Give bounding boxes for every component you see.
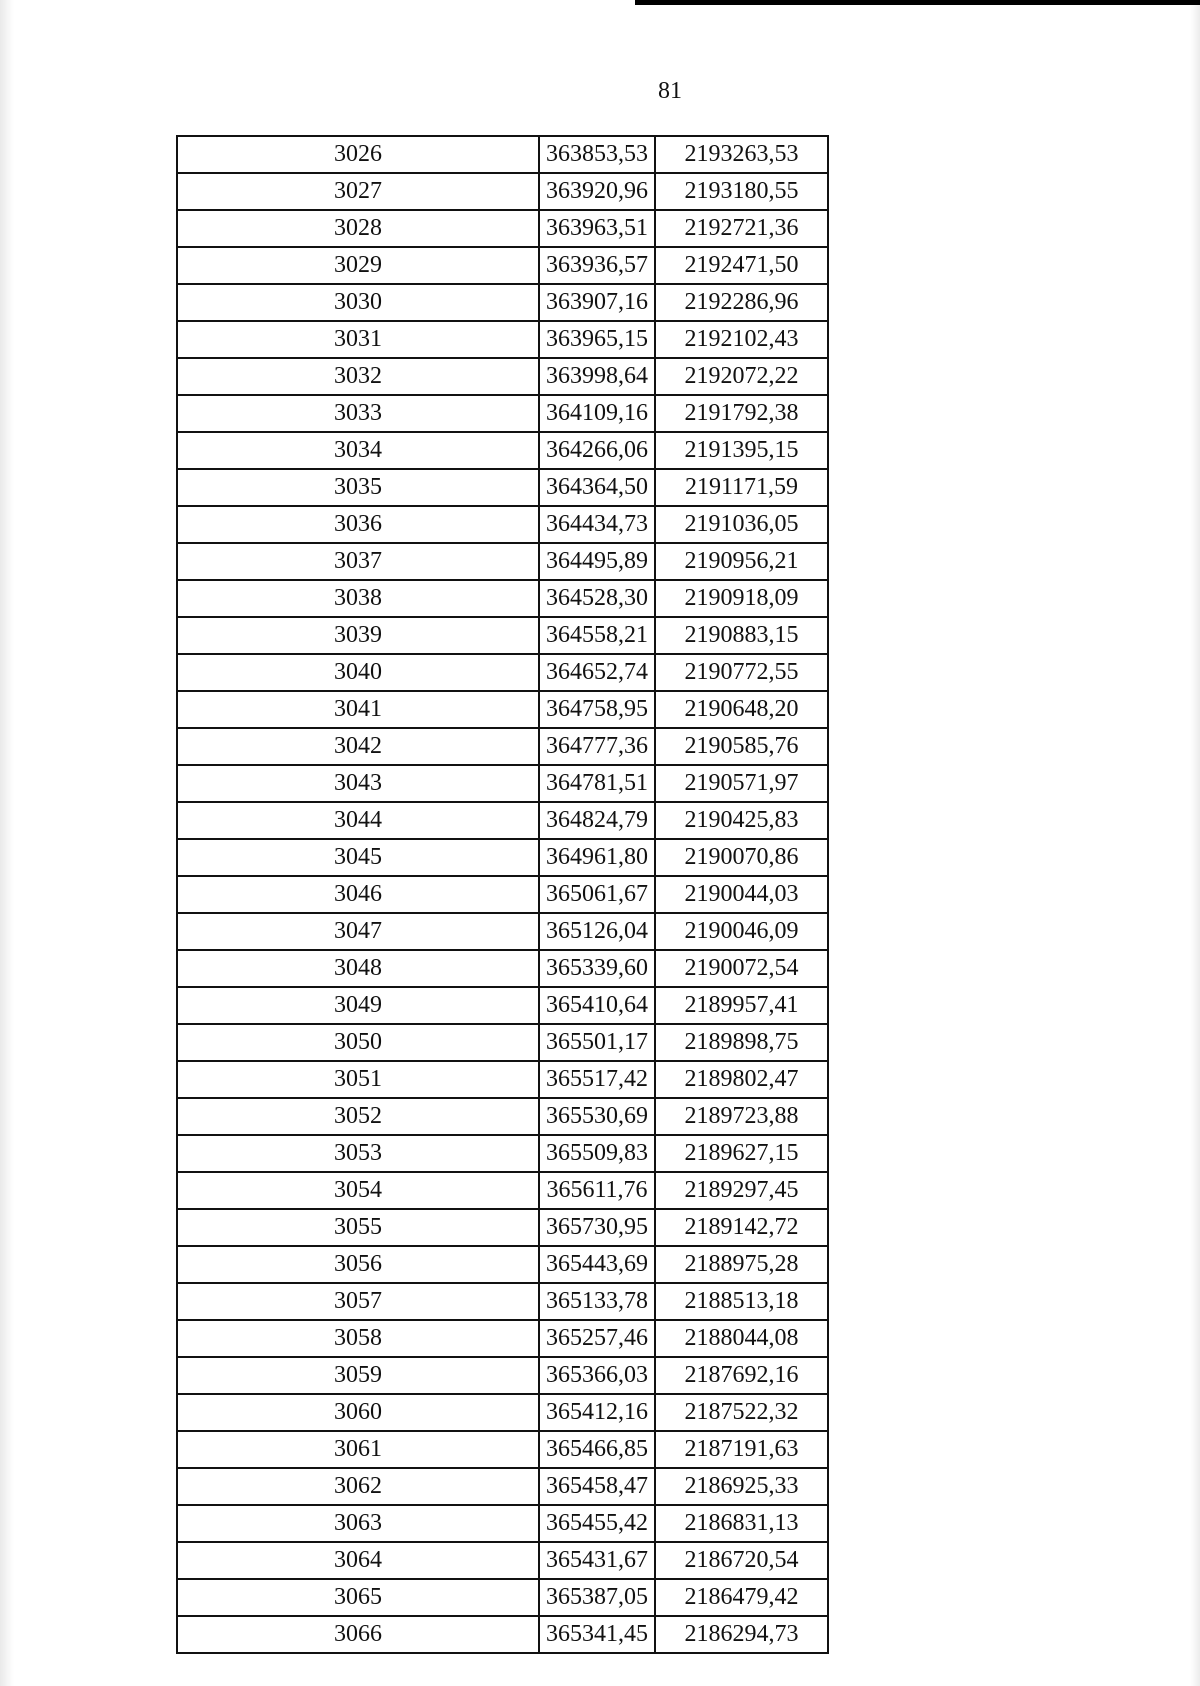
point-number-cell: 3036 <box>177 506 539 543</box>
point-number-cell: 3043 <box>177 765 539 802</box>
y-coordinate-cell: 2189723,88 <box>655 1098 828 1135</box>
x-coordinate-cell: 364961,80 <box>539 839 655 876</box>
scan-left-edge <box>0 0 14 1686</box>
x-coordinate-cell: 365341,45 <box>539 1616 655 1653</box>
coordinates-table <box>176 135 829 1654</box>
point-number-cell: 3048 <box>177 950 539 987</box>
x-coordinate-cell: 364824,79 <box>539 802 655 839</box>
x-coordinate-cell: 364495,89 <box>539 543 655 580</box>
point-number-cell: 3032 <box>177 358 539 395</box>
table-row <box>177 913 828 950</box>
y-coordinate-cell: 2192102,43 <box>655 321 828 358</box>
x-coordinate-cell: 365133,78 <box>539 1283 655 1320</box>
x-coordinate-cell: 363907,16 <box>539 284 655 321</box>
table-row <box>177 1024 828 1061</box>
table-row <box>177 284 828 321</box>
y-coordinate-cell: 2186479,42 <box>655 1579 828 1616</box>
table-row <box>177 1135 828 1172</box>
table-row <box>177 1209 828 1246</box>
point-number-cell: 3044 <box>177 802 539 839</box>
point-number-cell: 3057 <box>177 1283 539 1320</box>
x-coordinate-cell: 363936,57 <box>539 247 655 284</box>
point-number-cell: 3039 <box>177 617 539 654</box>
y-coordinate-cell: 2187692,16 <box>655 1357 828 1394</box>
y-coordinate-cell: 2190571,97 <box>655 765 828 802</box>
table-row <box>177 358 828 395</box>
point-number-cell: 3055 <box>177 1209 539 1246</box>
x-coordinate-cell: 363853,53 <box>539 136 655 173</box>
y-coordinate-cell: 2191792,38 <box>655 395 828 432</box>
table-row <box>177 321 828 358</box>
x-coordinate-cell: 365509,83 <box>539 1135 655 1172</box>
y-coordinate-cell: 2192471,50 <box>655 247 828 284</box>
table-row <box>177 1468 828 1505</box>
x-coordinate-cell: 364109,16 <box>539 395 655 432</box>
y-coordinate-cell: 2192721,36 <box>655 210 828 247</box>
y-coordinate-cell: 2189297,45 <box>655 1172 828 1209</box>
coordinates-table-body <box>177 136 828 1653</box>
page-number: 81 <box>658 78 682 104</box>
x-coordinate-cell: 363963,51 <box>539 210 655 247</box>
point-number-cell: 3038 <box>177 580 539 617</box>
x-coordinate-cell: 365455,42 <box>539 1505 655 1542</box>
y-coordinate-cell: 2188975,28 <box>655 1246 828 1283</box>
point-number-cell: 3066 <box>177 1616 539 1653</box>
table-row <box>177 802 828 839</box>
table-row <box>177 1579 828 1616</box>
point-number-cell: 3062 <box>177 1468 539 1505</box>
point-number-cell: 3052 <box>177 1098 539 1135</box>
table-row <box>177 1061 828 1098</box>
y-coordinate-cell: 2187191,63 <box>655 1431 828 1468</box>
x-coordinate-cell: 364758,95 <box>539 691 655 728</box>
x-coordinate-cell: 365412,16 <box>539 1394 655 1431</box>
x-coordinate-cell: 364558,21 <box>539 617 655 654</box>
x-coordinate-cell: 363998,64 <box>539 358 655 395</box>
y-coordinate-cell: 2189142,72 <box>655 1209 828 1246</box>
table-row <box>177 1357 828 1394</box>
x-coordinate-cell: 365611,76 <box>539 1172 655 1209</box>
x-coordinate-cell: 365410,64 <box>539 987 655 1024</box>
y-coordinate-cell: 2190585,76 <box>655 728 828 765</box>
point-number-cell: 3051 <box>177 1061 539 1098</box>
y-coordinate-cell: 2189627,15 <box>655 1135 828 1172</box>
table-row <box>177 950 828 987</box>
x-coordinate-cell: 365458,47 <box>539 1468 655 1505</box>
table-row <box>177 1431 828 1468</box>
table-row <box>177 395 828 432</box>
x-coordinate-cell: 365443,69 <box>539 1246 655 1283</box>
y-coordinate-cell: 2191036,05 <box>655 506 828 543</box>
y-coordinate-cell: 2189898,75 <box>655 1024 828 1061</box>
y-coordinate-cell: 2193263,53 <box>655 136 828 173</box>
point-number-cell: 3065 <box>177 1579 539 1616</box>
x-coordinate-cell: 365257,46 <box>539 1320 655 1357</box>
table-row <box>177 210 828 247</box>
point-number-cell: 3061 <box>177 1431 539 1468</box>
scan-right-edge <box>1190 0 1200 1686</box>
table-row <box>177 987 828 1024</box>
point-number-cell: 3029 <box>177 247 539 284</box>
table-row <box>177 765 828 802</box>
table-row <box>177 1246 828 1283</box>
point-number-cell: 3054 <box>177 1172 539 1209</box>
x-coordinate-cell: 365339,60 <box>539 950 655 987</box>
x-coordinate-cell: 364364,50 <box>539 469 655 506</box>
point-number-cell: 3027 <box>177 173 539 210</box>
x-coordinate-cell: 364781,51 <box>539 765 655 802</box>
point-number-cell: 3049 <box>177 987 539 1024</box>
y-coordinate-cell: 2190918,09 <box>655 580 828 617</box>
y-coordinate-cell: 2190046,09 <box>655 913 828 950</box>
point-number-cell: 3028 <box>177 210 539 247</box>
point-number-cell: 3042 <box>177 728 539 765</box>
y-coordinate-cell: 2186720,54 <box>655 1542 828 1579</box>
x-coordinate-cell: 364652,74 <box>539 654 655 691</box>
table-row <box>177 469 828 506</box>
point-number-cell: 3053 <box>177 1135 539 1172</box>
point-number-cell: 3047 <box>177 913 539 950</box>
point-number-cell: 3034 <box>177 432 539 469</box>
y-coordinate-cell: 2190883,15 <box>655 617 828 654</box>
table-row <box>177 1283 828 1320</box>
x-coordinate-cell: 363965,15 <box>539 321 655 358</box>
y-coordinate-cell: 2190425,83 <box>655 802 828 839</box>
y-coordinate-cell: 2192286,96 <box>655 284 828 321</box>
x-coordinate-cell: 365730,95 <box>539 1209 655 1246</box>
table-row <box>177 654 828 691</box>
point-number-cell: 3041 <box>177 691 539 728</box>
point-number-cell: 3026 <box>177 136 539 173</box>
table-row <box>177 1616 828 1653</box>
y-coordinate-cell: 2191395,15 <box>655 432 828 469</box>
table-row <box>177 432 828 469</box>
table-row <box>177 1542 828 1579</box>
table-row <box>177 728 828 765</box>
table-row <box>177 839 828 876</box>
x-coordinate-cell: 365530,69 <box>539 1098 655 1135</box>
y-coordinate-cell: 2188513,18 <box>655 1283 828 1320</box>
point-number-cell: 3031 <box>177 321 539 358</box>
point-number-cell: 3060 <box>177 1394 539 1431</box>
table-row <box>177 506 828 543</box>
y-coordinate-cell: 2190956,21 <box>655 543 828 580</box>
point-number-cell: 3045 <box>177 839 539 876</box>
point-number-cell: 3058 <box>177 1320 539 1357</box>
table-row <box>177 1505 828 1542</box>
x-coordinate-cell: 364434,73 <box>539 506 655 543</box>
point-number-cell: 3046 <box>177 876 539 913</box>
y-coordinate-cell: 2186294,73 <box>655 1616 828 1653</box>
x-coordinate-cell: 365366,03 <box>539 1357 655 1394</box>
point-number-cell: 3030 <box>177 284 539 321</box>
y-coordinate-cell: 2191171,59 <box>655 469 828 506</box>
x-coordinate-cell: 364528,30 <box>539 580 655 617</box>
y-coordinate-cell: 2189957,41 <box>655 987 828 1024</box>
x-coordinate-cell: 365387,05 <box>539 1579 655 1616</box>
top-rule <box>635 0 1200 5</box>
y-coordinate-cell: 2188044,08 <box>655 1320 828 1357</box>
table-row <box>177 1320 828 1357</box>
y-coordinate-cell: 2189802,47 <box>655 1061 828 1098</box>
table-row <box>177 136 828 173</box>
y-coordinate-cell: 2190070,86 <box>655 839 828 876</box>
y-coordinate-cell: 2190648,20 <box>655 691 828 728</box>
point-number-cell: 3064 <box>177 1542 539 1579</box>
table-row <box>177 1394 828 1431</box>
x-coordinate-cell: 364266,06 <box>539 432 655 469</box>
point-number-cell: 3063 <box>177 1505 539 1542</box>
x-coordinate-cell: 365517,42 <box>539 1061 655 1098</box>
table-row <box>177 173 828 210</box>
table-row <box>177 1172 828 1209</box>
point-number-cell: 3056 <box>177 1246 539 1283</box>
point-number-cell: 3035 <box>177 469 539 506</box>
table-row <box>177 691 828 728</box>
x-coordinate-cell: 365466,85 <box>539 1431 655 1468</box>
point-number-cell: 3037 <box>177 543 539 580</box>
y-coordinate-cell: 2192072,22 <box>655 358 828 395</box>
y-coordinate-cell: 2190772,55 <box>655 654 828 691</box>
point-number-cell: 3040 <box>177 654 539 691</box>
table-row <box>177 543 828 580</box>
x-coordinate-cell: 364777,36 <box>539 728 655 765</box>
x-coordinate-cell: 365431,67 <box>539 1542 655 1579</box>
y-coordinate-cell: 2193180,55 <box>655 173 828 210</box>
y-coordinate-cell: 2187522,32 <box>655 1394 828 1431</box>
y-coordinate-cell: 2186925,33 <box>655 1468 828 1505</box>
x-coordinate-cell: 365061,67 <box>539 876 655 913</box>
point-number-cell: 3050 <box>177 1024 539 1061</box>
table-row <box>177 580 828 617</box>
y-coordinate-cell: 2186831,13 <box>655 1505 828 1542</box>
table-row <box>177 876 828 913</box>
table-row <box>177 1098 828 1135</box>
table-row <box>177 617 828 654</box>
point-number-cell: 3059 <box>177 1357 539 1394</box>
x-coordinate-cell: 365501,17 <box>539 1024 655 1061</box>
table-row <box>177 247 828 284</box>
x-coordinate-cell: 363920,96 <box>539 173 655 210</box>
y-coordinate-cell: 2190044,03 <box>655 876 828 913</box>
point-number-cell: 3033 <box>177 395 539 432</box>
y-coordinate-cell: 2190072,54 <box>655 950 828 987</box>
x-coordinate-cell: 365126,04 <box>539 913 655 950</box>
